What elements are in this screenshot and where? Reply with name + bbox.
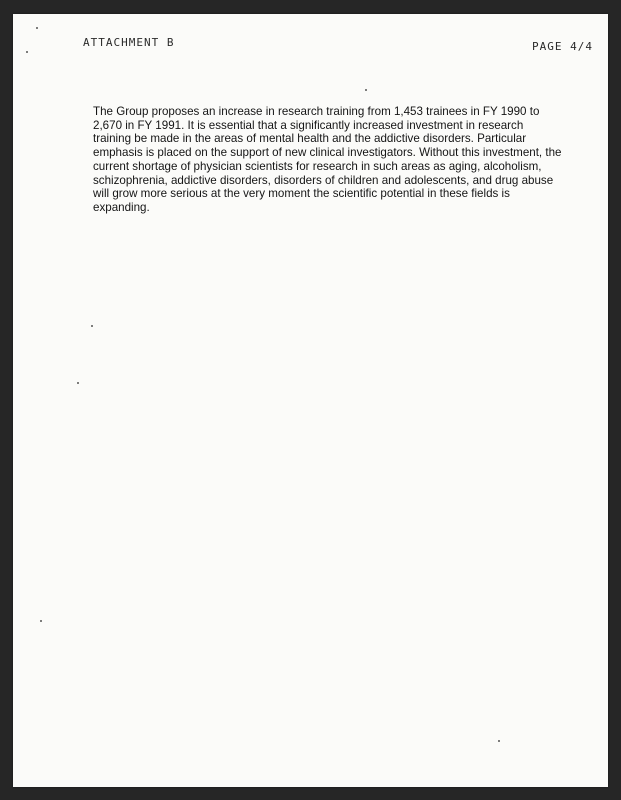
page-number: PAGE 4/4 [532,40,593,53]
scan-speck [91,325,93,327]
scan-speck [40,620,42,622]
body-paragraph: The Group proposes an increase in research training from 1,453 trainees in FY 1990 to 2,670 in FY 1991. It is essential that a significantly increased investment in research training be made in the areas of mental health and the addictive disorders. Particular emphasis is placed on the support of new clinical investigators. Without this investment, the current shortage of physician scientists for research in such areas as aging, alcoholism, schizophrenia, addictive disorders, disorders of children and adolescents, and drug abuse will grow more serious at the very moment the scientific potential in these fields is expanding. [93,105,562,214]
scan-speck [365,89,367,91]
scan-speck [77,382,79,384]
scan-speck [36,27,38,29]
attachment-label: ATTACHMENT B [83,36,175,49]
scan-speck [26,51,28,53]
scan-speck [498,740,500,742]
document-page [13,14,608,787]
